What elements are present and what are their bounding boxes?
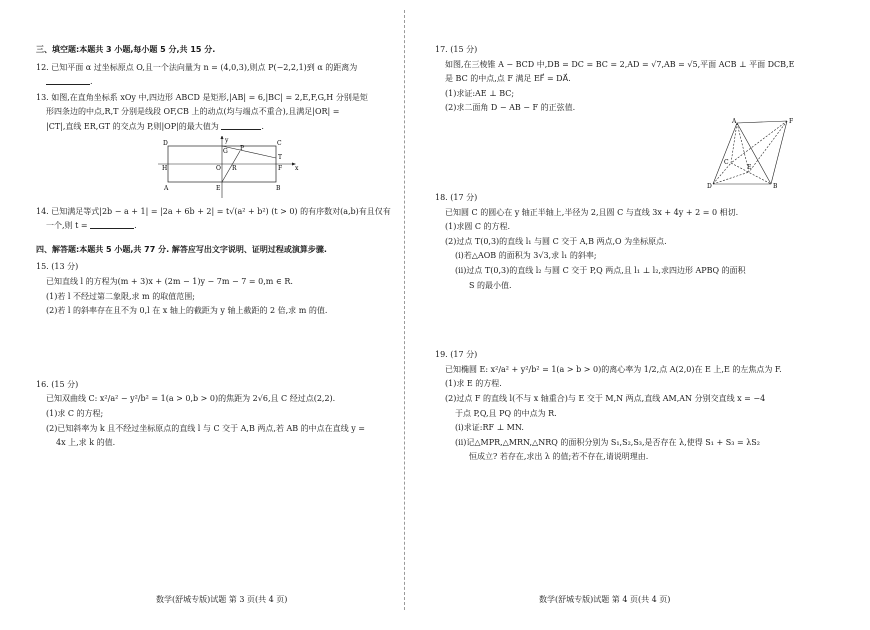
q17-part1: (1)求证:AE ⊥ BC; bbox=[445, 88, 515, 98]
q17-stem1: 如图,在三棱锥 A − BCD 中,DB = DC = BC = 2,AD = √7,AB = √5,平面 ACB ⊥ 平面 DCB,E bbox=[445, 59, 795, 69]
fig-label-t: T bbox=[278, 153, 283, 161]
q14-line2: 一个,则 t = bbox=[46, 221, 88, 231]
q19-part2b: 于点 P,Q,且 PQ 的中点为 R. bbox=[455, 408, 557, 418]
q14-line1: 14. 已知满足等式|2b − a + 1| = |2a + 6b + 2| = t√(a² + b²) (t > 0) 的有序数对(a,b)有且仅有 bbox=[36, 206, 391, 216]
q13-line1: 13. 如图,在直角坐标系 xOy 中,四边形 ABCD 是矩形,|AB| = 6,|BC| = 2,E,F,G,H 分别是矩 bbox=[36, 92, 368, 102]
q16-part2a: (2)已知斜率为 k 且不经过坐标原点的直线 l 与 C 交于 A,B 两点,若 AB 的中点在直线 y = bbox=[46, 423, 365, 433]
question-12: 12. 已知平面 α 过坐标原点 O,且一个法向量为 n = (4,0,3),则点 P(−2,2,1)到 α 的距离为 . bbox=[36, 62, 358, 87]
q17-figure bbox=[707, 118, 803, 190]
fig-label-f: F bbox=[278, 164, 283, 172]
q19-part2-i: (ⅰ)求证:RF ⊥ MN. bbox=[455, 423, 524, 433]
fig17-label-e: E bbox=[747, 163, 752, 171]
fig-label-b: B bbox=[276, 184, 281, 192]
edge-ac bbox=[731, 123, 737, 163]
y-axis-arrow-icon bbox=[221, 136, 224, 139]
question-18 bbox=[435, 192, 811, 291]
fig17-label-b: B bbox=[773, 182, 778, 190]
question-16 bbox=[36, 379, 398, 449]
q13-line3: |CT|,直线 ER,GT 的交点为 P,则|OP|的最大值为 bbox=[46, 121, 219, 131]
q17-stem2: 是 BC 的中点,点 F 满足 EF⃗ = DA⃗. bbox=[445, 74, 571, 84]
fig-label-h: H bbox=[162, 164, 168, 172]
q16-part1: (1)求 C 的方程; bbox=[46, 408, 104, 418]
q12-text: 12. 已知平面 α 过坐标原点 O,且一个法向量为 n = (4,0,3),则点 P(−2,2,1)到 α 的距离为 bbox=[36, 62, 358, 72]
fig-label-d: D bbox=[163, 139, 168, 147]
q15-head: 15. (13 分) bbox=[36, 262, 79, 272]
q15-stem: 已知直线 l 的方程为(m + 3)x + (2m − 1)y − 7m − 7 = 0,m ∈ R. bbox=[46, 276, 293, 286]
left-column bbox=[36, 44, 398, 452]
left-page-footer: 数学(舒城专版)试题 第 3 页(共 4 页) bbox=[156, 595, 288, 605]
q18-part1: (1)求圆 C 的方程. bbox=[445, 222, 511, 232]
fig-label-r: R bbox=[232, 164, 237, 172]
q13-answer-blank bbox=[221, 121, 261, 130]
q18-part2-ii-b: S 的最小值. bbox=[469, 280, 512, 290]
fig-label-y: y bbox=[225, 136, 229, 144]
question-13: 13. 如图,在直角坐标系 xOy 中,四边形 ABCD 是矩形,|AB| = 6,|BC| = 2,E,F,G,H 分别是矩 形四条边的中点,R,T 分别是线段 OF,CB 上的动点(均与端点不重合),且满足|OR| = |CT|,直线 ER,GT 的交点为 P,则|OP|的最大值为 . D G C y P T H O R F x A E B bbox=[36, 92, 398, 202]
q19-part1: (1)求 E 的方程. bbox=[445, 379, 502, 389]
fig-label-o: O bbox=[216, 164, 221, 172]
q16-part2b: 4x 上,求 k 的值. bbox=[56, 438, 116, 448]
edge-dc bbox=[713, 163, 731, 184]
q15-part2: (2)若 l 的斜率存在且不为 0,l 在 x 轴上的截距为 y 轴上截距的 2 倍,求 m 的值. bbox=[46, 306, 328, 316]
right-page bbox=[435, 0, 870, 630]
q18-part2-i: (ⅰ)若△AOB 的面积为 3√3,求 l₁ 的斜率; bbox=[455, 251, 597, 261]
q15-part1: (1)若 l 不经过第二象限,求 m 的取值范围; bbox=[46, 291, 195, 301]
q18-part2-ii-a: (ⅱ)过点 T(0,3)的直线 l₂ 与圆 C 交于 P,Q 两点,且 l₁ ⊥ l₂,求四边形 APBQ 的面积 bbox=[455, 265, 746, 275]
edge-fe bbox=[749, 121, 787, 172]
q17-part2: (2)求二面角 D − AB − F 的正弦值. bbox=[445, 103, 576, 113]
q19-part2-ii-a: (ⅱ)记△MPR,△MRN,△NRQ 的面积分别为 S₁,S₂,S₃,是否存在 λ,使得 S₁ + S₃ = λS₂ bbox=[455, 437, 760, 447]
q12-answer-blank bbox=[46, 76, 90, 85]
page-divider bbox=[404, 10, 405, 610]
q14-answer-blank bbox=[90, 220, 134, 229]
q13-figure bbox=[154, 136, 304, 202]
q18-part2: (2)过点 T(0,3)的直线 l₁ 与圆 C 交于 A,B 两点,O 为坐标原点. bbox=[445, 236, 667, 246]
q19-stem: 已知椭圆 E: x²/a² + y²/b² = 1(a > b > 0)的离心率为 1/2,点 A(2,0)在 E 上,E 的左焦点为 F. bbox=[445, 364, 782, 374]
edge-ad bbox=[713, 123, 737, 184]
fig-label-c: C bbox=[277, 139, 282, 147]
section4-title: 四、解答题:本题共 5 小题,共 77 分. 解答应写出文字说明、证明过程或演算步骤. bbox=[36, 244, 327, 254]
fig-label-g: G bbox=[223, 147, 228, 155]
edge-af bbox=[737, 121, 787, 123]
q16-stem: 已知双曲线 C: x²/a² − y²/b² = 1(a > 0,b > 0)的焦距为 2√6,且 C 经过点(2,2). bbox=[46, 394, 336, 404]
section3-title: 三、填空题:本题共 3 小题,每小题 5 分,共 15 分. bbox=[36, 45, 216, 54]
right-column bbox=[435, 44, 811, 466]
fig-label-e: E bbox=[216, 184, 221, 192]
fig17-label-d: D bbox=[707, 182, 712, 190]
fig17-label-f: F bbox=[789, 117, 794, 125]
q19-part2-ii-b: 恒成立? 若存在,求出 λ 的值;若不存在,请说明理由. bbox=[469, 452, 649, 462]
q17-head: 17. (15 分) bbox=[435, 45, 478, 54]
q19-head: 19. (17 分) bbox=[435, 350, 478, 360]
fig-label-p: P bbox=[240, 144, 245, 152]
question-15 bbox=[36, 261, 398, 316]
fig17-label-a: A bbox=[732, 117, 737, 125]
q18-stem: 已知圆 C 的圆心在 y 轴正半轴上,半径为 2,且圆 C 与直线 3x + 4y + 2 = 0 相切. bbox=[445, 207, 739, 217]
fig17-label-c: C bbox=[724, 158, 729, 166]
right-page-footer: 数学(舒城专版)试题 第 4 页(共 4 页) bbox=[539, 595, 671, 605]
fig-label-x: x bbox=[295, 164, 299, 172]
q16-head: 16. (15 分) bbox=[36, 379, 79, 389]
line-gt bbox=[222, 146, 276, 158]
question-19 bbox=[435, 349, 811, 463]
q19-part2a: (2)过点 F 的直线 l(不与 x 轴重合)与 E 交于 M,N 两点,直线 AM,AN 分别交直线 x = −4 bbox=[445, 393, 766, 403]
question-17 bbox=[435, 44, 811, 190]
question-14: 14. 已知满足等式|2b − a + 1| = |2a + 6b + 2| = t√(a² + b²) (t > 0) 的有序数对(a,b)有且仅有 一个,则 t = . bbox=[36, 206, 398, 232]
line-er bbox=[222, 151, 240, 182]
edge-fb bbox=[771, 121, 787, 184]
q13-line2: 形四条边的中点,R,T 分别是线段 OF,CB 上的动点(均与端点不重合),且满足|OR| = bbox=[46, 107, 340, 117]
q18-head: 18. (17 分) bbox=[435, 192, 478, 202]
fig-label-a: A bbox=[164, 184, 169, 192]
